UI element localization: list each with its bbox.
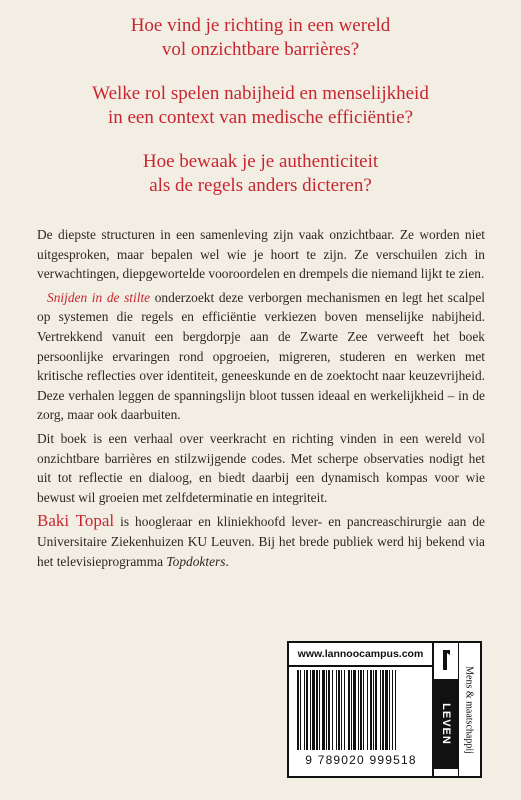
question-3-line-1: Hoe bewaak je je authenticiteit bbox=[142, 151, 379, 172]
category-column bbox=[434, 643, 459, 776]
barcode-section bbox=[289, 643, 434, 776]
category-strip bbox=[434, 643, 480, 776]
series-label bbox=[458, 643, 480, 776]
question-1-line-2: vol onzichtbare barrières? bbox=[161, 39, 360, 60]
blurb-paragraph-2 bbox=[37, 288, 485, 425]
author-bio bbox=[37, 511, 485, 571]
question-2 bbox=[40, 82, 481, 130]
question-3-line-2: als de regels anders dicteren? bbox=[149, 175, 372, 196]
question-2-line-2: in een context van medische efficiëntie? bbox=[107, 107, 414, 128]
author-name: Baki Topal bbox=[37, 511, 115, 531]
barcode-panel bbox=[287, 641, 482, 778]
blurb-paragraph-2-text: onderzoekt deze verborgen mechanismen en legt het scalpel op systemen die regels en efficiëntie verkiezen boven menselijke nabijheid. Vertrekkend vanuit een bergdorpje aan de Zwarte Zee verweeft het boek persoonlijke ervaringen rond opgroeien, migreren, studeren en werken met kritische reflecties over identiteit, geneeskunde en de zoektocht naar keuzevrijheid. Deze verhalen leggen de spanningslijn bloot tussen ideaal en werkelijkheid – in de zorg, maar ook daarbuiten. bbox=[37, 289, 485, 423]
publisher-logo-icon bbox=[439, 649, 453, 671]
author-bio-end: . bbox=[225, 553, 229, 569]
author-bio-text: is hoogleraar en kliniekhoofd lever- en pancreaschirurgie aan de Universitaire Ziekenhuizen KU Leuven. Bij het brede publiek werd hij bekend via het televisieprogramma bbox=[37, 514, 485, 569]
isbn-number: 9 789020 999518 bbox=[305, 753, 417, 767]
question-2-line-1: Welke rol spelen nabijheid en menselijkheid bbox=[92, 83, 429, 104]
category-text: LEVEN bbox=[440, 703, 452, 745]
category-label bbox=[434, 679, 458, 769]
blurb-paragraph-3: Dit boek is een verhaal over veerkracht en richting vinden in een wereld vol onzichtbare barrières en stilzwijgende codes. Met scherpe observaties nodigt het uit tot reflectie en dialoog, en biedt daarbij een dynamisch kompas voor wie bewust wil groeien met zelfdeterminatie en integriteit. bbox=[37, 430, 485, 505]
question-1 bbox=[40, 14, 481, 62]
publisher-url: www.lannoocampus.com bbox=[289, 643, 432, 667]
cover-questions bbox=[40, 14, 481, 218]
tv-program: Topdokters bbox=[166, 553, 226, 569]
series-text: Mens & maatschappij bbox=[463, 665, 475, 754]
question-1-line-1: Hoe vind je richting in een wereld bbox=[130, 15, 391, 36]
blurb bbox=[37, 225, 485, 575]
book-title: Snijden in de stilte bbox=[47, 289, 151, 305]
barcode-icon bbox=[297, 670, 425, 750]
question-3 bbox=[40, 150, 481, 198]
blurb-paragraph-1: De diepste structuren in een samenleving zijn vaak onzichtbaar. Ze worden niet uitgesproken, maar bepalen wel wie je hoort te zijn. Ze verschuilen zich in verwachtingen, diepgewortelde vooroordelen en drempels die niemand lijkt te zien. bbox=[37, 227, 485, 282]
